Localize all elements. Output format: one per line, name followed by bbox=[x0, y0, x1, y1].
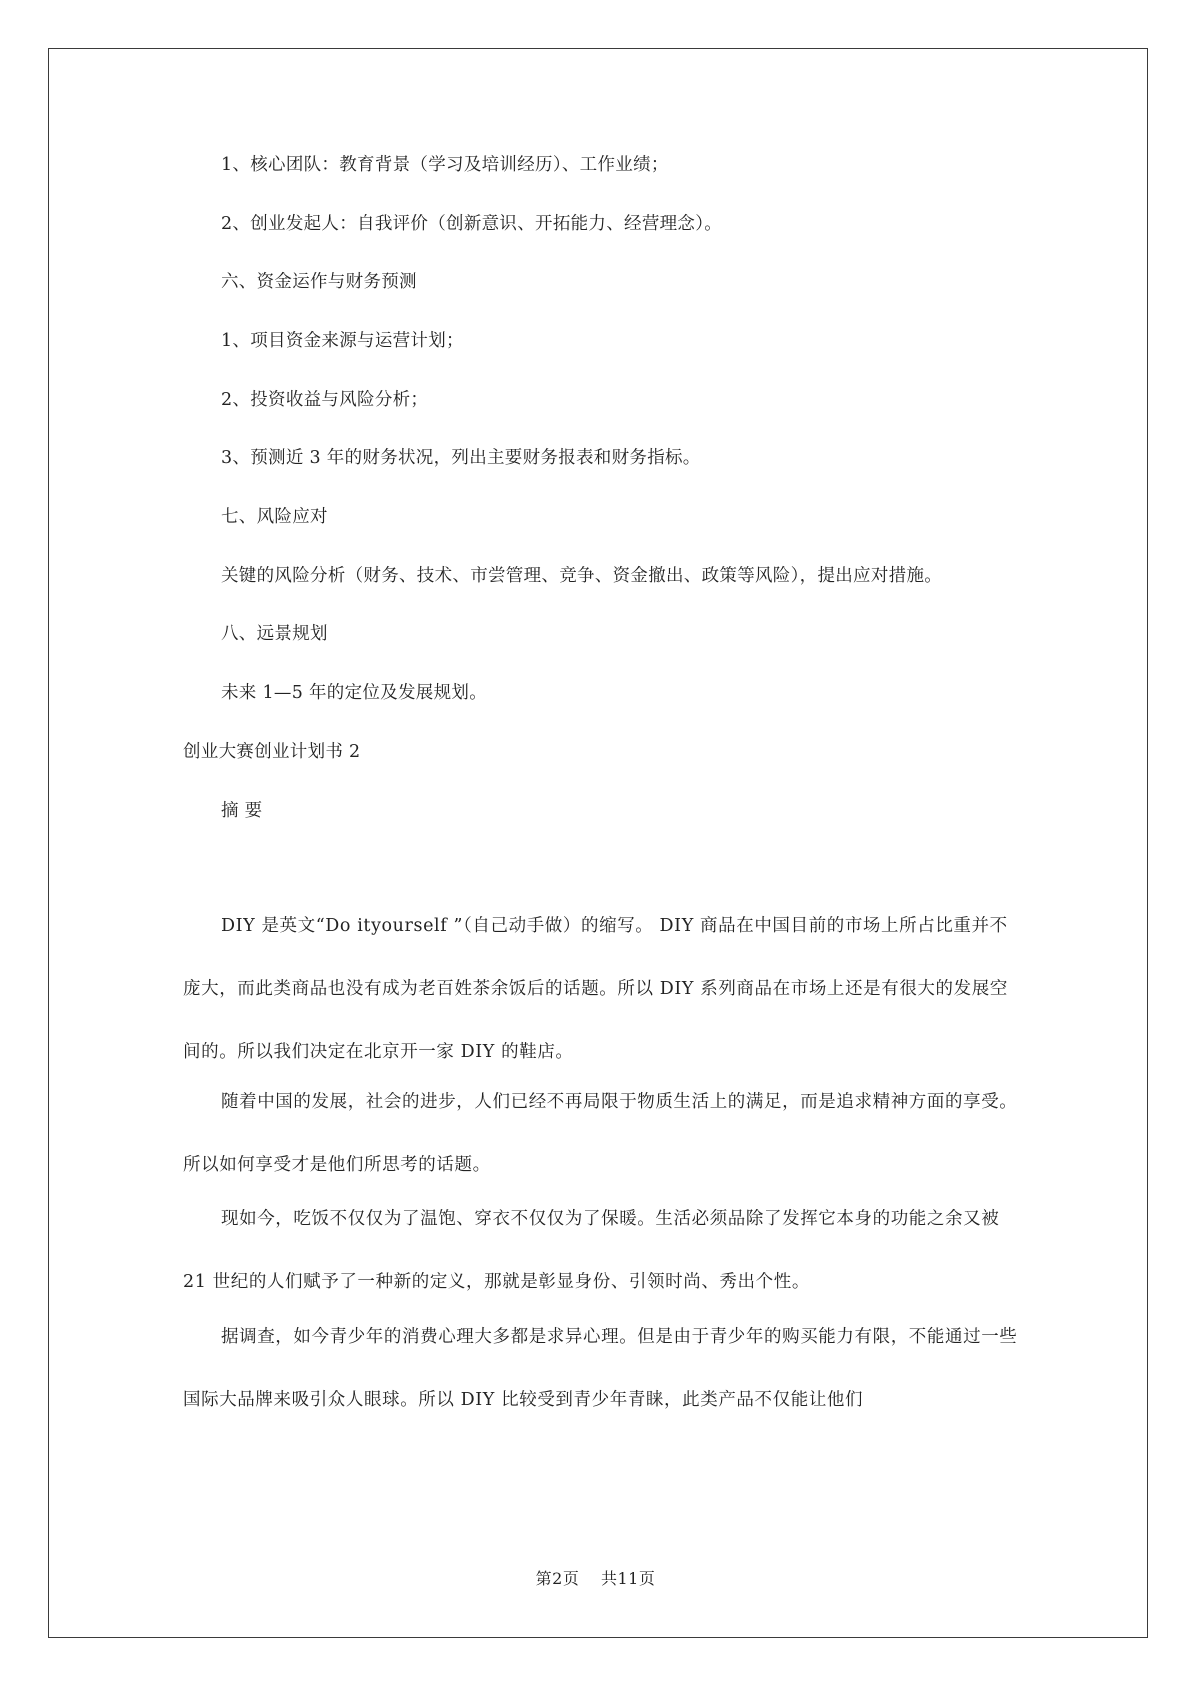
list-item: 关键的风险分析（财务、技术、市尝管理、竞争、资金撤出、政策等风险），提出应对措施。 bbox=[221, 566, 943, 586]
page-footer bbox=[0, 1566, 1191, 1589]
list-item: 1、核心团队：教育背景（学习及培训经历）、工作业绩； bbox=[221, 155, 669, 175]
list-item: 2、创业发起人：自我评价（创新意识、开拓能力、经营理念）。 bbox=[221, 214, 723, 234]
list-item: 1、项目资金来源与运营计划； bbox=[221, 331, 464, 351]
paragraph: DIY 是英文“Do ityourself ”（自己动手做）的缩写。 DIY 商品在中国目前的市场上所占比重并不庞大，而此类商品也没有成为老百姓茶余饭后的话题。所以 DIY 系列商品在市场上还是有很大的发展空间的。所以我们决定在北京开一家 DIY 的鞋店。 bbox=[183, 916, 1008, 1062]
list-item: 2、投资收益与风险分析； bbox=[221, 390, 429, 410]
paragraph: 现如今，吃饭不仅仅为了温饱、穿衣不仅仅为了保暖。生活必须品除了发挥它本身的功能之余又被 21 世纪的人们赋予了一种新的定义，那就是彰显身份、引领时尚、秀出个性。 bbox=[183, 1209, 1000, 1292]
paragraph: 随着中国的发展，社会的进步，人们已经不再局限于物质生活上的满足，而是追求精神方面的享受。所以如何享受才是他们所思考的话题。 bbox=[183, 1092, 1018, 1175]
page-total: 共11页 bbox=[600, 1569, 656, 1588]
page-number: 第2页 bbox=[535, 1569, 580, 1588]
section-heading: 八、远景规划 bbox=[221, 624, 328, 644]
list-item: 3、预测近 3 年的财务状况，列出主要财务报表和财务指标。 bbox=[221, 448, 701, 468]
paragraph: 据调查，如今青少年的消费心理大多都是求异心理。但是由于青少年的购买能力有限，不能通过一些国际大品牌来吸引众人眼球。所以 DIY 比较受到青少年青睐，此类产品不仅能让他们 bbox=[183, 1327, 1018, 1410]
list-item: 未来 1—5 年的定位及发展规划。 bbox=[221, 683, 487, 703]
abstract-heading: 摘 要 bbox=[221, 801, 263, 821]
section-heading: 六、资金运作与财务预测 bbox=[221, 272, 417, 292]
section-title: 创业大赛创业计划书 2 bbox=[183, 742, 361, 762]
section-heading: 七、风险应对 bbox=[221, 507, 328, 527]
